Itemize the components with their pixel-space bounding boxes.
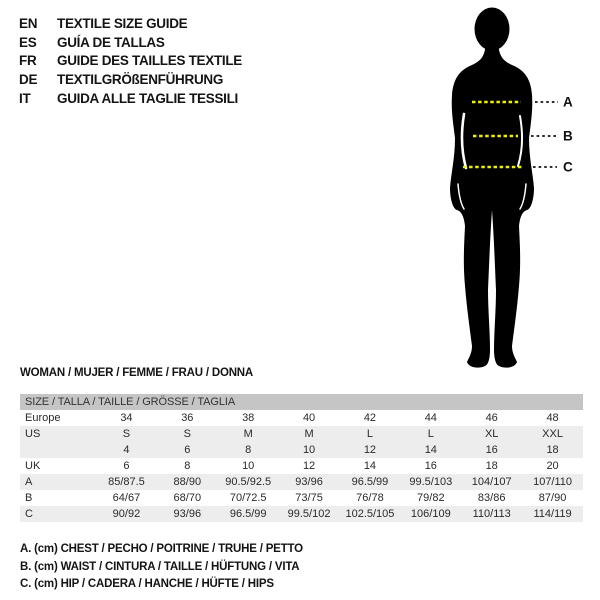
size-cell: L <box>427 428 434 440</box>
table-row-chest <box>20 474 583 490</box>
row-label: C <box>25 508 33 520</box>
size-cell: M <box>243 428 253 440</box>
lang-row-fr <box>19 52 242 71</box>
table-row-uk <box>20 458 583 474</box>
size-cell: 96.5/99 <box>229 508 267 520</box>
size-cell: 14 <box>363 460 377 472</box>
size-cell: 68/70 <box>173 492 202 504</box>
row-label: Europe <box>25 412 61 424</box>
size-cell: 8 <box>184 460 191 472</box>
legend-line-chest: A. (cm) CHEST / PECHO / POITRINE / TRUHE / PETTO <box>20 543 303 555</box>
measurement-legend <box>20 541 303 594</box>
lang-title: GUÍA DE TALLAS <box>57 34 165 50</box>
lang-title: TEXTILE SIZE GUIDE <box>57 16 188 31</box>
size-cell: 104/107 <box>471 476 512 488</box>
lang-code: IT <box>19 90 31 106</box>
size-cell: 18 <box>485 460 498 472</box>
size-cell: S <box>183 428 191 440</box>
size-cell: 114/119 <box>533 508 572 520</box>
size-cell: 87/90 <box>538 492 567 504</box>
size-cell: 73/75 <box>295 492 323 504</box>
lang-code: ES <box>19 34 37 50</box>
size-cell: 93/96 <box>295 476 323 488</box>
size-cell: 96.5/99 <box>351 476 389 488</box>
size-cell: 99.5/103 <box>409 476 453 488</box>
size-cell: 76/78 <box>356 492 384 504</box>
size-cell: 48 <box>546 412 559 424</box>
size-cell: 46 <box>485 412 498 424</box>
size-cell: 102.5/105 <box>345 508 395 520</box>
lang-code: FR <box>19 53 37 69</box>
marker-label-c: C <box>563 159 573 175</box>
row-label: B <box>25 492 33 504</box>
size-cell: 90/92 <box>112 508 141 520</box>
size-cell: 10 <box>302 444 316 456</box>
marker-label-a: A <box>563 94 573 110</box>
size-cell: 36 <box>181 412 194 424</box>
size-cell: 85/87.5 <box>108 476 145 488</box>
measurement-figure <box>440 0 590 378</box>
size-table <box>20 394 583 522</box>
table-row-europe <box>20 410 583 426</box>
size-cell: 16 <box>424 460 437 472</box>
row-label: US <box>25 428 41 440</box>
size-cell: 44 <box>424 412 437 424</box>
size-cell: 6 <box>123 460 130 472</box>
size-cell: 4 <box>123 444 130 456</box>
size-cell: 70/72.5 <box>229 492 267 504</box>
lang-row-it <box>19 90 242 109</box>
lang-code: DE <box>19 72 38 88</box>
size-cell: XXL <box>542 428 563 440</box>
lang-title: GUIDA ALLE TAGLIE TESSILI <box>57 90 238 106</box>
legend-line-waist: B. (cm) WAIST / CINTURA / TAILLE / HÜFTUNG / VITA <box>20 560 300 573</box>
size-cell: M <box>304 428 314 440</box>
row-label <box>20 442 96 458</box>
table-row-us-numeric <box>20 442 583 458</box>
size-cell: 38 <box>242 412 255 424</box>
size-cell: 110/113 <box>472 508 511 520</box>
size-cell: 107/110 <box>533 476 573 488</box>
size-cell: 79/82 <box>417 492 445 504</box>
size-cell: 12 <box>302 460 316 472</box>
size-cell: 20 <box>546 460 559 472</box>
size-cell: 6 <box>184 444 191 456</box>
lang-title: TEXTILGRÖßENFÜHRUNG <box>57 72 224 88</box>
size-cell: 14 <box>424 444 437 456</box>
size-cell: 34 <box>120 412 133 424</box>
lang-code: EN <box>19 16 38 31</box>
size-table-header: SIZE / TALLA / TAILLE / GRÖSSE / TAGLIA <box>20 394 583 410</box>
size-cell: 99.5/102 <box>287 508 331 520</box>
size-cell: 12 <box>363 444 377 456</box>
size-cell: 42 <box>363 412 377 424</box>
size-cell: 10 <box>242 460 255 472</box>
row-label: UK <box>25 460 41 472</box>
size-cell: 40 <box>302 412 316 424</box>
size-cell: 18 <box>546 444 559 456</box>
language-header <box>19 15 242 109</box>
size-cell: 8 <box>245 444 252 456</box>
lang-title: GUIDE DES TAILLES TEXTILE <box>57 53 243 69</box>
marker-label-b: B <box>563 128 573 144</box>
size-cell: 93/96 <box>173 508 202 520</box>
size-cell: 106/109 <box>410 508 451 520</box>
lang-row-es <box>19 34 242 53</box>
woman-silhouette-icon <box>440 0 590 378</box>
row-label: A <box>25 476 33 488</box>
size-cell: 90.5/92.5 <box>225 476 272 488</box>
size-cell: 83/86 <box>477 492 506 504</box>
table-title: WOMAN / MUJER / FEMME / FRAU / DONNA <box>20 367 254 379</box>
lang-row-en <box>19 15 242 34</box>
table-row-us <box>20 426 583 442</box>
size-cell: 16 <box>485 444 498 456</box>
lang-row-de <box>19 71 242 90</box>
table-row-hip <box>20 506 583 522</box>
legend-line-hip: C. (cm) HIP / CADERA / HANCHE / HÜFTE / HIPS <box>20 578 274 591</box>
size-cell: 88/90 <box>173 476 202 488</box>
table-row-waist <box>20 490 583 506</box>
size-cell: L <box>366 428 373 440</box>
size-cell: XL <box>484 428 499 440</box>
size-cell: S <box>122 428 131 440</box>
size-cell: 64/67 <box>112 492 141 504</box>
